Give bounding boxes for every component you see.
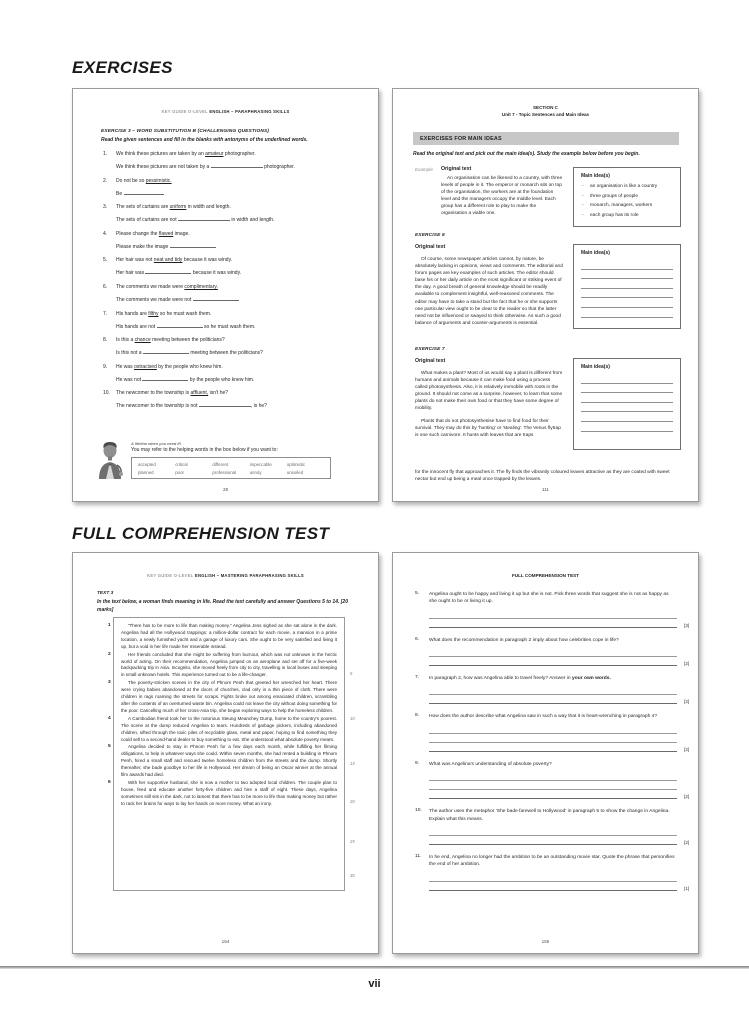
helping-word: optimistic <box>286 461 306 467</box>
answer-blank[interactable] <box>199 401 251 407</box>
book-page-28 <box>72 88 379 502</box>
answer-blank[interactable] <box>170 242 216 248</box>
question-sentence: We think these pictures are taken by an amateur photographer. <box>116 151 256 157</box>
answer-line[interactable] <box>581 403 673 413</box>
answer-lines[interactable] <box>429 648 689 667</box>
answer-line[interactable] <box>581 384 673 394</box>
answer-line[interactable] <box>581 374 673 384</box>
answer-line[interactable] <box>429 790 689 800</box>
paragraph-text: Her friends concluded that she might be suffering from burnout, which was not unknown in the hectic world of acting. On their recommendation, Angelina jumped on an aeroplane and set off for a five-week backpacking trip in Asia. Incognito, she moved freely from city to city, travelling in local buses and sleeping in small unknown hotels. This experience turned out to be a life-changer. <box>121 651 337 678</box>
question-sentence: Do not be so pessimistic. <box>116 177 172 184</box>
answer-question <box>415 591 689 628</box>
main-ideas-title: Main idea(s) <box>581 250 610 256</box>
answer-line[interactable] <box>429 648 677 657</box>
underlined-word: pessimistic. <box>145 177 172 184</box>
question-number: 11. <box>415 853 422 859</box>
question-sentence: His hands are filthy so he must wash them. <box>116 310 212 317</box>
answer-line[interactable] <box>429 827 677 836</box>
page-folio: 28 <box>222 487 229 492</box>
exercise-title-6: EXERCISE 6 <box>415 233 445 238</box>
answer-question <box>415 853 689 891</box>
question-text: What was Angelina's understanding of absolute poverty? <box>429 761 552 767</box>
teacher-avatar-icon <box>95 441 125 479</box>
running-header-28 <box>73 109 378 114</box>
passage-paragraph <box>108 651 337 680</box>
question-text: Angelina ought to be happy and living it up but she is not. Pick three words that suggest she is not as happy as she ought to be or living it up. <box>429 592 669 605</box>
book-page-111 <box>392 88 699 502</box>
section-name: SECTION C <box>532 105 558 110</box>
answer-question <box>415 675 689 705</box>
question-item <box>103 178 355 199</box>
running-header-brand: KEY GUIDE O-LEVEL <box>147 573 194 578</box>
exercise-title-7: EXERCISE 7 <box>415 347 445 352</box>
paragraph-text: A Cambodian friend took her to the notorious Steung Meanchey Dump, home to the country's poorest. The scene at the dump reduced Angelina to tears. Hundreds of garbage pickers, including abandoned children, sifted through the toxic piles of recyclable glass, metal and paper, hoping to find something they could sell to a second-hand dealer to buy something to eat. She understood what absolute poverty meant. <box>121 715 337 742</box>
exercise6-original-text: Of course, some newspaper articles cannot, by nature, be absolutely lacking in opinions, views and comments. The editorial and forum pages are key examples of such articles. The editor should base his or her daily article on the most significant or striking event of the day. A good breath of general knowledge should be readily available to complement insightful, well-reasoned comments. The editor may have to take a stand but the fact that he or she supports one particular view ought to be clear to the reader so that the latter need not be influenced or swayed to think otherwise. As such a good balance of arguments and counter-arguments is essential. <box>415 257 563 326</box>
line-number: 5 <box>350 671 353 676</box>
section-header-111 <box>393 105 698 119</box>
answer-sentence: We think these pictures are not taken by a photographer. <box>116 164 295 171</box>
page-folio: 155 <box>541 939 550 944</box>
paragraph-number: 5 <box>108 744 111 750</box>
paragraph-text: With her supportive husband, she is now a mother to two adopted local children. The couple plan to house, feed and educate another forty-five children and hire a staff of eight. These days, Angelina sometimes still sits in the dark, not to lament that there has to be more to life than making money but rather to rack her brains for ways to lay her hands on more money. What an irony. <box>121 779 337 806</box>
book-page-154 <box>72 552 379 954</box>
question-number: 8. <box>103 337 108 344</box>
underlined-word: affluent, <box>190 390 209 397</box>
answer-blank[interactable] <box>193 295 239 301</box>
passage-box <box>108 617 345 891</box>
question-sentence: The sets of curtains are uniform in width and length. <box>116 204 231 211</box>
answer-blank[interactable] <box>178 215 230 221</box>
exercise-instruction-3: Read the given sentences and fill in the blanks with antonyms of the underlined words. <box>101 137 308 143</box>
answer-sentence: Please make the image <box>116 242 355 252</box>
question-item <box>103 337 355 358</box>
question-number: 5. <box>103 257 108 264</box>
line-number: 30 <box>350 873 355 878</box>
helping-words-tip <box>95 441 355 483</box>
main-idea-item: - monarch, managers, workers <box>581 202 673 209</box>
answer-blank[interactable] <box>211 162 263 168</box>
main-ideas-instruction: Read the original text and pick out the main idea(s). Study the example below before you begin. <box>413 151 640 157</box>
example-original-label: Original text <box>441 166 472 172</box>
question-item <box>103 204 355 225</box>
marks-label: [2] <box>684 661 689 667</box>
underlined-word: uniform <box>169 204 187 211</box>
running-header-title: ENGLISH – PARAPHRASING SKILLS <box>209 109 290 114</box>
helping-words-box <box>131 457 331 479</box>
answer-ruled-lines[interactable] <box>581 260 673 318</box>
text-instruction: In the text below, a woman finds meaning in life. Read the text carefully and answer Questions 5 to 14. [20 marks] <box>97 599 348 613</box>
question-sentence: Please change the flawed image. <box>116 230 190 237</box>
underlined-word: flawed <box>158 230 174 237</box>
answer-line[interactable] <box>429 882 689 891</box>
marks-label: [1] <box>684 885 689 891</box>
example-original-text: An organisation can be likened to a country, with three levels of people in it. The emperor or monarch sits on top of the organisation, the workers are at the foundation level and the managers occupy the middle level. Each group has a different role to play to make the organisation a viable one. <box>441 176 563 217</box>
question-item <box>103 311 355 332</box>
book-page-155 <box>392 552 699 954</box>
answer-line[interactable] <box>429 695 689 705</box>
marks-label: [2] <box>684 699 689 705</box>
exercise6-original-label: Original text <box>415 244 446 250</box>
paragraph-number: 3 <box>108 680 111 686</box>
question-number: 4. <box>103 230 108 237</box>
answer-line[interactable] <box>429 734 677 743</box>
page-folio: 154 <box>221 939 230 944</box>
exercise7-main-ideas-box[interactable] <box>573 358 681 450</box>
answer-line[interactable] <box>429 686 677 695</box>
question-item <box>103 151 355 172</box>
exercise7-original-text-overflow: for the innocent fly that approaches it. The fly finds the vibrantly coloured leaves attractive as they are coated with sweet nectar but end up being a meal once trapped by the leaves. <box>415 470 670 483</box>
answer-lines[interactable] <box>429 772 689 800</box>
question-text: In he end, Angelina no longer had the ambition to be an outstanding movie star. Quote the phrase that personifies the end of her ambition. <box>429 854 675 868</box>
question-number: 5. <box>415 591 420 596</box>
helping-word: professional <box>212 469 237 475</box>
answer-question <box>415 713 689 752</box>
running-header-brand: KEY GUIDE O-LEVEL <box>161 109 208 114</box>
main-idea-item: - each group has its role <box>581 212 673 219</box>
exercise6-main-ideas-box[interactable] <box>573 244 681 329</box>
paragraph-number: 4 <box>108 715 111 721</box>
helping-word: different <box>212 461 229 467</box>
passage-paragraph <box>108 680 337 715</box>
answer-line[interactable] <box>581 260 673 270</box>
answer-sentence: Her hair was because it was windy. <box>116 270 242 277</box>
answer-lines[interactable] <box>429 873 689 891</box>
answer-line[interactable] <box>581 298 673 308</box>
question-number: 1. <box>103 151 108 157</box>
paragraph-text: “There has to be more to life than making money.” Angelina Jess sighed as she sat alone in the dark. Angelina had all the Hollywood trappings: a million-dollar contract for each movie, a mansion in a prime location, a newly furnished yacht and a garage of luxury cars. She ought to be very satisfied and living it up, but a void in her life made her miserable instead. <box>121 623 337 649</box>
line-number-gutter <box>350 617 364 897</box>
paragraph-text: Angelina decided to stay in Phnom Penh for a few days each month, while fulfilling her filming obligations, to help in whatever ways she could. Within seven months, she had rented a building in Phnom Penh, hired a small staff and rescued twelve homeless children from the streets and the dump. Shortly thereafter, she bade goodbye to her life in Hollywood. Her dream of being an Oscar winner at the annual film awards had died. <box>121 744 337 778</box>
question-list <box>103 151 355 417</box>
passage-paragraph <box>108 715 337 744</box>
helping-word: unruly <box>249 469 262 475</box>
question-number: 10. <box>103 390 110 397</box>
section-heading-exercises: EXERCISES <box>72 58 173 77</box>
sheet-divider <box>0 966 749 969</box>
marks-label: [3] <box>684 622 689 628</box>
example-main-ideas-box <box>573 167 681 227</box>
question-sentence: Is this a chance meeting between the politicians? <box>116 337 225 344</box>
helping-word: accepted <box>138 461 156 467</box>
answer-blank[interactable] <box>157 322 203 328</box>
answer-line[interactable] <box>429 873 677 882</box>
answer-sentence: His hands are not so he must wash them. <box>116 323 256 330</box>
answer-ruled-lines[interactable] <box>581 374 673 432</box>
underlined-word: complimentary. <box>184 283 218 290</box>
page-folio: 111 <box>542 487 549 492</box>
main-idea-item: - three groups of people <box>581 193 673 200</box>
answer-question-list <box>415 591 689 900</box>
answer-line[interactable] <box>429 836 689 845</box>
marks-label: [2] <box>684 839 689 845</box>
helping-word: poor <box>175 469 184 475</box>
question-sentence: Her hair was not neat and tidy because it was windy. <box>116 257 233 264</box>
paragraph-number: 2 <box>108 651 111 657</box>
question-number: 9. <box>103 363 108 370</box>
answer-line[interactable] <box>429 619 689 628</box>
question-item <box>103 390 355 411</box>
main-ideas-title: Main idea(s) <box>581 364 610 370</box>
answer-question <box>415 636 689 667</box>
question-item <box>103 364 355 385</box>
question-text: How does the author describe what Angelina saw in such a way that it is heart-wrenching in paragraph 4? <box>429 714 658 720</box>
question-number: 2. <box>103 177 108 184</box>
running-header-title: FULL COMPREHENSION TEST <box>511 573 580 578</box>
answer-line[interactable] <box>429 725 677 734</box>
underlined-word: neat and tidy <box>153 257 183 264</box>
passage-paragraph <box>108 744 337 779</box>
answer-line[interactable] <box>581 279 673 289</box>
question-sentence: He was ostracised by the people who knew him. <box>116 363 223 370</box>
line-number: 10 <box>350 716 355 721</box>
answer-line[interactable] <box>429 657 689 667</box>
paragraph-number: 1 <box>108 623 111 628</box>
question-item <box>103 231 355 252</box>
answer-line[interactable] <box>581 412 673 422</box>
line-number: 25 <box>350 839 355 844</box>
question-text: What does the recommendation in paragraph 2 imply about how celebrities cope in life? <box>429 637 619 643</box>
underlined-word: chance <box>134 337 151 344</box>
tip-title: A lifeline when you need it! <box>131 441 182 446</box>
answer-lines[interactable] <box>429 686 689 705</box>
answer-line[interactable] <box>581 289 673 299</box>
question-text: In paragraph 2, how was Angelina able to travel freely? Answer in your own words. <box>429 676 611 682</box>
helping-word: unsoiled <box>286 469 304 475</box>
answer-line[interactable] <box>581 270 673 280</box>
question-number: 7. <box>103 310 108 317</box>
answer-sentence: The comments we made were not <box>116 295 355 305</box>
answer-sentence: The newcomer to the township is not , is he? <box>116 403 267 410</box>
helping-word: critical <box>175 461 188 467</box>
answer-line[interactable] <box>581 422 673 432</box>
passage-paragraph <box>108 779 337 808</box>
underlined-word: ostracised <box>134 363 157 370</box>
question-item <box>103 257 355 278</box>
unit-name: Unit 7 - Topic Sentences and Main Ideas <box>501 111 590 117</box>
question-number: 7. <box>415 675 420 681</box>
tip-text: You may refer to the helping words in the box below if you want to: <box>131 447 278 453</box>
passage-paragraph <box>108 623 337 651</box>
question-number: 6. <box>103 283 108 290</box>
answer-line[interactable] <box>429 610 677 619</box>
answer-line[interactable] <box>429 772 677 781</box>
question-item <box>103 284 355 305</box>
paragraph-text: The poverty-stricken scenes in the city of Phnom Penh that greeted her wrenched her heart. There were crying babies abandoned at the doors of churches, clad only in a thin piece of cloth. There were children in rags roaming the streets for scraps. Fights broke out among emaciated children, scrambling after the contents of an overturned waste bin. Angelina could not leave the city without doing something for the poor. Cancelling much of her cross-Asia trip, she began exploring ways to help the homeless children. <box>121 680 337 713</box>
running-header-154 <box>73 573 378 578</box>
answer-sentence: He was not by the people who knew him. <box>116 376 255 383</box>
answer-lines[interactable] <box>429 827 689 845</box>
answer-question <box>415 808 689 845</box>
line-number: 15 <box>350 761 355 766</box>
section-heading-full-comprehension-test: FULL COMPREHENSION TEST <box>72 524 330 543</box>
answer-lines[interactable] <box>429 725 689 752</box>
paragraph-number: 6 <box>108 779 111 785</box>
answer-line[interactable] <box>429 781 677 790</box>
exercise7-original-label: Original text <box>415 358 446 364</box>
example-label: Example <box>415 167 433 172</box>
question-text: The author uses the metaphor 'She bade farewell to Hollywood' in paragraph 5 to show the change in Angelina. Explain what this means. <box>429 809 670 822</box>
answer-lines[interactable] <box>429 610 689 628</box>
question-number: 9. <box>415 760 420 766</box>
answer-line[interactable] <box>581 308 673 318</box>
exercises-for-main-ideas-bar: EXERCISES FOR MAIN IDEAS <box>413 132 679 145</box>
document-folio: vii <box>368 978 381 990</box>
helping-word: planned <box>138 469 154 475</box>
text-label: TEXT 3 <box>97 591 114 596</box>
question-number: 10. <box>415 808 422 814</box>
answer-sentence: The sets of curtains are not in width and length. <box>116 217 275 224</box>
answer-sentence: Is this not a meeting between the politicians? <box>116 350 263 357</box>
question-number: 6. <box>415 636 420 642</box>
question-number: 3. <box>103 204 108 211</box>
answer-line[interactable] <box>581 393 673 403</box>
marks-label: [2] <box>684 794 689 800</box>
answer-blank[interactable] <box>145 268 191 274</box>
question-number: 8. <box>415 713 420 719</box>
main-ideas-title: Main idea(s) <box>581 173 610 179</box>
line-number: 20 <box>350 799 355 804</box>
underlined-word: amateur <box>205 151 224 157</box>
question-sentence: The newcomer to the township is affluent, isn't he? <box>116 390 229 397</box>
exercise7-original-text: What makes a plant? Most of us would say a plant is different from humans and animals because it can make food using a process called photosynthesis. Also, it is relatively immobile with roots in the ground. It should not come as a surprise, however, to learn that some plants do not make their own food or that they have some degree of mobility. Plants that do not photosynthesise have to find food for their survival. They may do this by 'hunting' or 'stealing'. The Venus flytrap is one such carnivore. It hunts with leaves that are traps <box>415 371 563 438</box>
running-header-155 <box>393 573 698 580</box>
running-header-title: ENGLISH – MASTERING PARAPHRASING SKILLS <box>194 573 304 578</box>
question-sentence: The comments we made were complimentary. <box>116 283 218 290</box>
underlined-word: filthy <box>148 310 159 317</box>
question-emphasis: your own words. <box>572 676 611 682</box>
marks-label: [2] <box>684 746 689 752</box>
main-idea-item: - an organisation is like a country <box>581 183 673 190</box>
answer-line[interactable] <box>429 743 689 752</box>
answer-blank[interactable] <box>143 348 189 354</box>
answer-question <box>415 760 689 800</box>
answer-sentence: Be <box>116 189 355 199</box>
exercise-title-3: EXERCISE 3 – WORD SUBSTITUTION B (CHALLENGING QUESTIONS) <box>101 129 270 134</box>
helping-word: impeccable <box>249 461 272 467</box>
answer-blank[interactable] <box>124 189 164 195</box>
answer-blank[interactable] <box>142 375 188 381</box>
